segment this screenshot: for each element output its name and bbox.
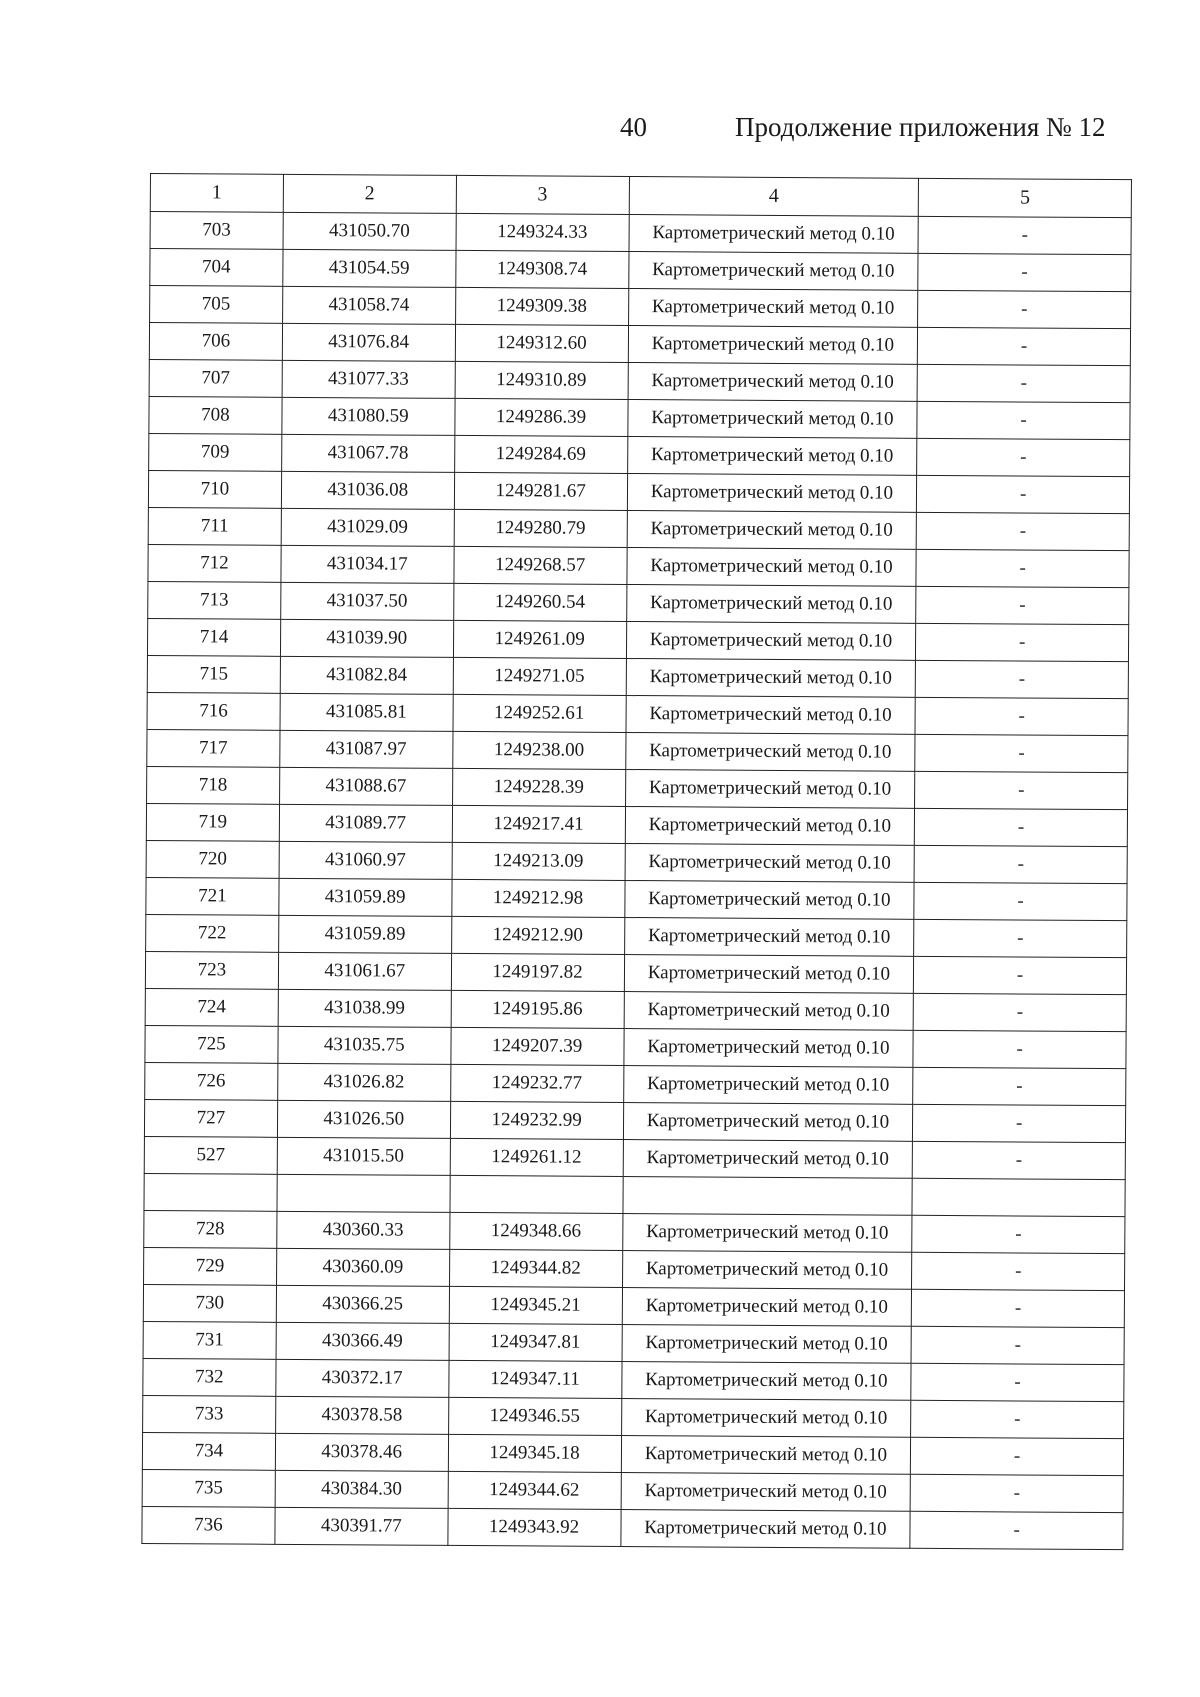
y-coordinate-cell: 1249344.82 xyxy=(449,1249,622,1287)
point-number-cell: 728 xyxy=(144,1210,277,1248)
y-coordinate-cell: 1249346.55 xyxy=(448,1397,621,1435)
method-cell: Картометрический метод 0.10 xyxy=(621,1472,911,1511)
table-row xyxy=(144,1136,1125,1179)
method-cell: Картометрический метод 0.10 xyxy=(628,289,918,328)
point-number-cell: 704 xyxy=(150,249,283,287)
table-row xyxy=(145,988,1126,1031)
note-cell: - xyxy=(916,660,1129,698)
method-cell: Картометрический метод 0.10 xyxy=(622,1250,912,1289)
note-cell: - xyxy=(912,1215,1125,1253)
x-coordinate-cell xyxy=(277,1174,450,1212)
x-coordinate-cell: 430372.17 xyxy=(276,1359,449,1397)
method-cell: Картометрический метод 0.10 xyxy=(625,843,915,882)
table-header-row xyxy=(150,174,1131,218)
y-coordinate-cell: 1249212.90 xyxy=(451,916,624,954)
y-coordinate-cell: 1249268.57 xyxy=(454,546,627,584)
point-number-cell: 705 xyxy=(150,286,283,324)
method-cell: Картометрический метод 0.10 xyxy=(623,1139,913,1178)
table-row xyxy=(143,1284,1124,1327)
method-cell: Картометрический метод 0.10 xyxy=(627,511,917,550)
y-coordinate-cell: 1249232.99 xyxy=(450,1101,623,1139)
note-cell: - xyxy=(917,364,1130,402)
note-cell: - xyxy=(914,882,1127,920)
table-row xyxy=(147,766,1128,809)
method-cell: Картометрический метод 0.10 xyxy=(625,806,915,845)
method-cell: Картометрический метод 0.10 xyxy=(624,917,914,956)
point-number-cell: 733 xyxy=(143,1395,276,1433)
point-number-cell: 724 xyxy=(145,988,278,1026)
note-cell: - xyxy=(912,1141,1125,1179)
y-coordinate-cell: 1249348.66 xyxy=(449,1212,622,1250)
x-coordinate-cell: 431058.74 xyxy=(282,286,455,324)
note-cell: - xyxy=(911,1363,1124,1401)
method-cell: Картометрический метод 0.10 xyxy=(623,1065,913,1104)
y-coordinate-cell xyxy=(450,1175,623,1213)
table-row xyxy=(143,1358,1124,1401)
y-coordinate-cell: 1249261.09 xyxy=(453,620,626,658)
x-coordinate-cell: 431087.97 xyxy=(280,730,453,768)
note-cell: - xyxy=(914,956,1127,994)
note-cell: - xyxy=(914,845,1127,883)
note-cell: - xyxy=(913,993,1126,1031)
method-cell: Картометрический метод 0.10 xyxy=(627,437,917,476)
point-number-cell: 725 xyxy=(145,1025,278,1063)
column-header-1: 1 xyxy=(150,174,283,213)
method-cell: Картометрический метод 0.10 xyxy=(621,1435,911,1474)
note-cell: - xyxy=(912,1289,1125,1327)
point-number-cell: 734 xyxy=(142,1432,275,1470)
point-number-cell: 735 xyxy=(142,1469,275,1507)
y-coordinate-cell: 1249232.77 xyxy=(450,1064,623,1102)
x-coordinate-cell: 431015.50 xyxy=(277,1137,450,1175)
note-cell: - xyxy=(918,253,1131,291)
table-row xyxy=(148,581,1129,624)
blank-separator-row xyxy=(144,1173,1125,1216)
method-cell: Картометрический метод 0.10 xyxy=(624,880,914,919)
y-coordinate-cell: 1249284.69 xyxy=(454,435,627,473)
note-cell: - xyxy=(913,1030,1126,1068)
table-row xyxy=(142,1469,1123,1512)
table-row xyxy=(148,470,1129,513)
table-row xyxy=(150,286,1131,329)
y-coordinate-cell: 1249228.39 xyxy=(452,768,625,806)
note-cell: - xyxy=(914,919,1127,957)
table-row xyxy=(147,655,1128,698)
y-coordinate-cell: 1249261.12 xyxy=(450,1138,623,1176)
method-cell: Картометрический метод 0.10 xyxy=(627,474,917,513)
point-number-cell: 714 xyxy=(147,618,280,656)
point-number-cell: 729 xyxy=(144,1247,277,1285)
method-cell: Картометрический метод 0.10 xyxy=(625,769,915,808)
table-row xyxy=(149,396,1130,439)
y-coordinate-cell: 1249213.09 xyxy=(452,842,625,880)
x-coordinate-cell: 431080.59 xyxy=(282,397,455,435)
note-cell: - xyxy=(917,401,1130,439)
method-cell: Картометрический метод 0.10 xyxy=(621,1361,911,1400)
note-cell: - xyxy=(911,1437,1124,1475)
point-number-cell: 715 xyxy=(147,655,280,693)
method-cell: Картометрический метод 0.10 xyxy=(622,1324,912,1363)
note-cell: - xyxy=(915,808,1128,846)
x-coordinate-cell: 431059.89 xyxy=(279,878,452,916)
x-coordinate-cell: 431026.50 xyxy=(277,1100,450,1138)
method-cell: Картометрический метод 0.10 xyxy=(626,695,916,734)
y-coordinate-cell: 1249260.54 xyxy=(453,583,626,621)
y-coordinate-cell: 1249345.21 xyxy=(449,1286,622,1324)
y-coordinate-cell: 1249324.33 xyxy=(456,213,629,251)
note-cell: - xyxy=(912,1252,1125,1290)
table-row xyxy=(147,618,1128,661)
x-coordinate-cell: 430360.33 xyxy=(277,1211,450,1249)
y-coordinate-cell: 1249207.39 xyxy=(451,1027,624,1065)
point-number-cell: 703 xyxy=(150,212,283,250)
point-number-cell: 720 xyxy=(146,840,279,878)
table-row xyxy=(149,433,1130,476)
point-number-cell: 713 xyxy=(148,581,281,619)
table-row xyxy=(144,1247,1125,1290)
note-cell: - xyxy=(916,586,1129,624)
table-row xyxy=(145,1062,1126,1105)
x-coordinate-cell: 430391.77 xyxy=(275,1507,448,1545)
point-number-cell: 731 xyxy=(143,1321,276,1359)
point-number-cell: 722 xyxy=(146,914,279,952)
x-coordinate-cell: 431085.81 xyxy=(280,693,453,731)
point-number-cell: 710 xyxy=(148,470,281,508)
coordinates-table xyxy=(141,173,1132,1550)
point-number-cell: 727 xyxy=(144,1099,277,1137)
y-coordinate-cell: 1249344.62 xyxy=(448,1471,621,1509)
y-coordinate-cell: 1249217.41 xyxy=(452,805,625,843)
x-coordinate-cell: 430384.30 xyxy=(275,1470,448,1508)
x-coordinate-cell: 431026.82 xyxy=(278,1063,451,1101)
x-coordinate-cell: 430378.58 xyxy=(275,1396,448,1434)
table-row xyxy=(142,1506,1123,1549)
table-row xyxy=(144,1210,1125,1253)
table-row xyxy=(148,507,1129,550)
note-cell: - xyxy=(915,697,1128,735)
page-number: 40 xyxy=(620,112,647,142)
point-number-cell: 721 xyxy=(146,877,279,915)
method-cell: Картометрический метод 0.10 xyxy=(628,363,918,402)
method-cell: Картометрический метод 0.10 xyxy=(626,659,916,698)
point-number-cell: 708 xyxy=(149,396,282,434)
note-cell: - xyxy=(913,1067,1126,1105)
method-cell: Картометрический метод 0.10 xyxy=(624,991,914,1030)
y-coordinate-cell: 1249310.89 xyxy=(455,361,628,399)
x-coordinate-cell: 430366.25 xyxy=(276,1285,449,1323)
method-cell: Картометрический метод 0.10 xyxy=(622,1213,912,1252)
method-cell: Картометрический метод 0.10 xyxy=(627,400,917,439)
note-cell: - xyxy=(911,1400,1124,1438)
table-row xyxy=(146,840,1127,883)
y-coordinate-cell: 1249197.82 xyxy=(451,953,624,991)
x-coordinate-cell: 431082.84 xyxy=(280,656,453,694)
note-cell: - xyxy=(910,1511,1123,1549)
point-number-cell: 736 xyxy=(142,1506,275,1544)
table-row xyxy=(145,1025,1126,1068)
x-coordinate-cell: 431060.97 xyxy=(279,841,452,879)
appendix-continuation-title: Продолжение приложения № 12 xyxy=(735,112,1106,142)
x-coordinate-cell: 431077.33 xyxy=(282,360,455,398)
note-cell: - xyxy=(910,1474,1123,1512)
table-row xyxy=(142,1432,1123,1475)
table-row xyxy=(148,544,1129,587)
table-row xyxy=(145,951,1126,994)
note-cell: - xyxy=(918,216,1131,254)
note-cell: - xyxy=(916,549,1129,587)
point-number-cell xyxy=(144,1173,277,1211)
note-cell: - xyxy=(918,290,1131,328)
method-cell xyxy=(623,1176,913,1215)
point-number-cell: 718 xyxy=(147,766,280,804)
point-number-cell: 709 xyxy=(149,433,282,471)
note-cell: - xyxy=(911,1326,1124,1364)
table-row xyxy=(149,323,1130,366)
method-cell: Картометрический метод 0.10 xyxy=(624,954,914,993)
method-cell: Картометрический метод 0.10 xyxy=(623,1102,913,1141)
y-coordinate-cell: 1249271.05 xyxy=(453,657,626,695)
x-coordinate-cell: 431059.89 xyxy=(278,915,451,953)
x-coordinate-cell: 431038.99 xyxy=(278,989,451,1027)
column-header-5: 5 xyxy=(919,178,1132,217)
point-number-cell: 732 xyxy=(143,1358,276,1396)
point-number-cell: 706 xyxy=(149,323,282,361)
x-coordinate-cell: 430378.46 xyxy=(275,1433,448,1471)
y-coordinate-cell: 1249286.39 xyxy=(455,398,628,436)
note-cell: - xyxy=(917,475,1130,513)
point-number-cell: 726 xyxy=(145,1062,278,1100)
table-row xyxy=(150,212,1131,255)
x-coordinate-cell: 430366.49 xyxy=(276,1322,449,1360)
method-cell: Картометрический метод 0.10 xyxy=(623,1028,913,1067)
x-coordinate-cell: 431029.09 xyxy=(281,508,454,546)
method-cell: Картометрический метод 0.10 xyxy=(628,326,918,365)
y-coordinate-cell: 1249281.67 xyxy=(454,472,627,510)
table-row xyxy=(147,729,1128,772)
point-number-cell: 707 xyxy=(149,359,282,397)
note-cell: - xyxy=(915,771,1128,809)
point-number-cell: 711 xyxy=(148,507,281,545)
method-cell: Картометрический метод 0.10 xyxy=(626,585,916,624)
method-cell: Картометрический метод 0.10 xyxy=(622,1287,912,1326)
y-coordinate-cell: 1249309.38 xyxy=(455,287,628,325)
table-row xyxy=(150,249,1131,292)
point-number-cell: 723 xyxy=(145,951,278,989)
y-coordinate-cell: 1249252.61 xyxy=(453,694,626,732)
y-coordinate-cell: 1249238.00 xyxy=(452,731,625,769)
note-cell: - xyxy=(916,623,1129,661)
y-coordinate-cell: 1249347.11 xyxy=(448,1360,621,1398)
y-coordinate-cell: 1249195.86 xyxy=(451,990,624,1028)
note-cell: - xyxy=(918,327,1131,365)
x-coordinate-cell: 431050.70 xyxy=(283,212,456,250)
x-coordinate-cell: 431061.67 xyxy=(278,952,451,990)
column-header-4: 4 xyxy=(629,177,919,217)
point-number-cell: 527 xyxy=(144,1136,277,1174)
point-number-cell: 712 xyxy=(148,544,281,582)
method-cell: Картометрический метод 0.10 xyxy=(629,215,919,254)
y-coordinate-cell: 1249343.92 xyxy=(448,1508,621,1546)
x-coordinate-cell: 431035.75 xyxy=(278,1026,451,1064)
x-coordinate-cell: 431067.78 xyxy=(281,434,454,472)
method-cell: Картометрический метод 0.10 xyxy=(625,732,915,771)
point-number-cell: 730 xyxy=(143,1284,276,1322)
table-row xyxy=(146,803,1127,846)
x-coordinate-cell: 431054.59 xyxy=(283,249,456,287)
x-coordinate-cell: 431036.08 xyxy=(281,471,454,509)
column-header-3: 3 xyxy=(456,175,629,214)
table-row xyxy=(146,914,1127,957)
note-cell: - xyxy=(917,438,1130,476)
table-row xyxy=(146,877,1127,920)
x-coordinate-cell: 431034.17 xyxy=(281,545,454,583)
point-number-cell: 717 xyxy=(147,729,280,767)
column-header-2: 2 xyxy=(283,174,456,213)
point-number-cell: 716 xyxy=(147,692,280,730)
y-coordinate-cell: 1249312.60 xyxy=(455,324,628,362)
x-coordinate-cell: 431088.67 xyxy=(279,767,452,805)
note-cell: - xyxy=(913,1104,1126,1142)
method-cell: Картометрический метод 0.10 xyxy=(621,1398,911,1437)
note-cell: - xyxy=(915,734,1128,772)
note-cell: - xyxy=(916,512,1129,550)
x-coordinate-cell: 430360.09 xyxy=(276,1248,449,1286)
table-row xyxy=(143,1395,1124,1438)
y-coordinate-cell: 1249308.74 xyxy=(455,250,628,288)
x-coordinate-cell: 431039.90 xyxy=(280,619,453,657)
table-body xyxy=(142,212,1131,1550)
x-coordinate-cell: 431089.77 xyxy=(279,804,452,842)
y-coordinate-cell: 1249280.79 xyxy=(454,509,627,547)
point-number-cell: 719 xyxy=(146,803,279,841)
x-coordinate-cell: 431037.50 xyxy=(281,582,454,620)
x-coordinate-cell: 431076.84 xyxy=(282,323,455,361)
table-row xyxy=(147,692,1128,735)
y-coordinate-cell: 1249212.98 xyxy=(452,879,625,917)
method-cell: Картометрический метод 0.10 xyxy=(620,1509,910,1548)
table-row xyxy=(143,1321,1124,1364)
table-row xyxy=(144,1099,1125,1142)
y-coordinate-cell: 1249345.18 xyxy=(448,1434,621,1472)
y-coordinate-cell: 1249347.81 xyxy=(449,1323,622,1361)
method-cell: Картометрический метод 0.10 xyxy=(628,252,918,291)
method-cell: Картометрический метод 0.10 xyxy=(626,548,916,587)
page-header xyxy=(0,112,1200,152)
method-cell: Картометрический метод 0.10 xyxy=(626,622,916,661)
table-row xyxy=(149,359,1130,402)
note-cell xyxy=(912,1178,1125,1216)
